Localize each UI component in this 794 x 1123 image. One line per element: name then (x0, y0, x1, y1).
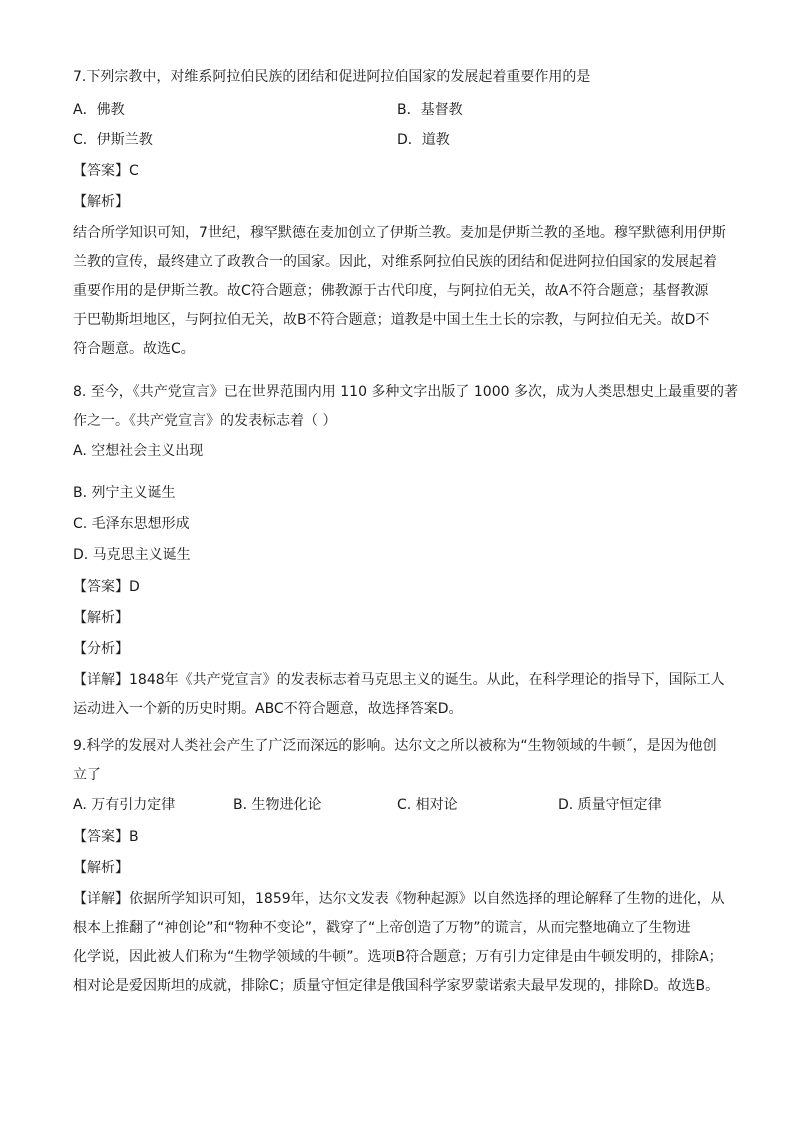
q7-option-a: A．佛教 (73, 102, 125, 118)
q8-fenxi-label: 【分析】 (73, 641, 129, 657)
q9-option-a: A. 万有引力定律 (73, 797, 176, 813)
q8-option-a: A. 空想社会主义出现 (73, 443, 204, 459)
text-line: 重要作用的是伊斯兰教。故C符合题意；佛教源于古代印度，与阿拉伯无关，故A不符合题意；基督教源 (73, 283, 709, 299)
q7-option-d: D．道教 (397, 132, 450, 148)
q9-option-c: C. 相对论 (397, 797, 458, 813)
q7-option-b: B．基督教 (397, 102, 463, 118)
text-line: 兰教的宣传，最终建立了政教合一的国家。因此，对维系阿拉伯民族的团结和促进阿拉伯国家的发展起着 (73, 254, 717, 270)
q7-analysis-label: 【解析】 (73, 194, 129, 210)
q8-option-d: D. 马克思主义诞生 (73, 547, 191, 563)
text-line: 作之一。《共产党宣言》的发表标志着（ ） (73, 413, 337, 429)
q9-option-b: B. 生物进化论 (233, 797, 322, 813)
q9-analysis-label: 【解析】 (73, 860, 129, 876)
q7-stem: 7.下列宗教中，对维系阿拉伯民族的团结和促进阿拉伯国家的发展起着重要作用的是 (73, 69, 591, 85)
q8-option-c: C. 毛泽东思想形成 (73, 516, 190, 532)
q9-stem (73, 732, 723, 790)
q8-detail-text (73, 666, 723, 724)
text-line: 相对论是爱因斯坦的成就，排除C；质量守恒定律是俄国科学家罗蒙诺索夫最早发现的，排除D。故选B。 (73, 978, 720, 994)
q9-detail-text (73, 885, 723, 1001)
text-line: 运动进入一个新的历史时期。ABC不符合题意，故选择答案D。 (73, 701, 463, 717)
text-line: 根本上推翻了“神创论”和“物种不变论”，戳穿了“上帝创造了万物”的谎言，从而完整地确立了生物进 (73, 920, 691, 936)
text-line: 化学说，因此被人们称为“生物学领域的牛顿”。选项B符合题意；万有引力定律是由牛顿发明的，排除A； (73, 949, 723, 965)
text-line: 【详解】依据所学知识可知，1859年，达尔文发表《物种起源》以自然选择的理论解释了生物的进化，从 (73, 891, 725, 907)
q9-option-d: D. 质量守恒定律 (558, 797, 662, 813)
text-line: 【详解】1848年《共产党宣言》的发表标志着马克思主义的诞生。从此，在科学理论的指导下，国际工人 (73, 672, 725, 688)
text-line: 结合所学知识可知，7世纪，穆罕默德在麦加创立了伊斯兰教。麦加是伊斯兰教的圣地。穆罕默德利用伊斯 (73, 225, 726, 241)
q8-analysis-label: 【解析】 (73, 610, 129, 626)
q7-option-c: C．伊斯兰教 (73, 132, 153, 148)
q7-answer: 【答案】C (73, 163, 139, 179)
text-line: 立了 (73, 767, 101, 783)
text-line: 9.科学的发展对人类社会产生了广泛而深远的影响。达尔文之所以被称为“生物领域的牛顿˝，是因为他创 (73, 738, 717, 754)
q9-answer: 【答案】B (73, 829, 139, 845)
text-line: 符合题意。故选C。 (73, 341, 195, 357)
q8-option-b: B. 列宁主义诞生 (73, 485, 176, 501)
text-line: 8. 至今，《共产党宣言》已在世界范围内用 110 多种文字出版了 1000 多次，成为人类思想史上最重要的著 (73, 384, 738, 400)
q8-answer: 【答案】D (73, 579, 140, 595)
q8-stem (73, 378, 738, 436)
text-line: 于巴勒斯坦地区，与阿拉伯无关，故B不符合题意；道教是中国土生土长的宗教，与阿拉伯无关。故D不 (73, 312, 710, 328)
q7-analysis-text (73, 219, 726, 364)
